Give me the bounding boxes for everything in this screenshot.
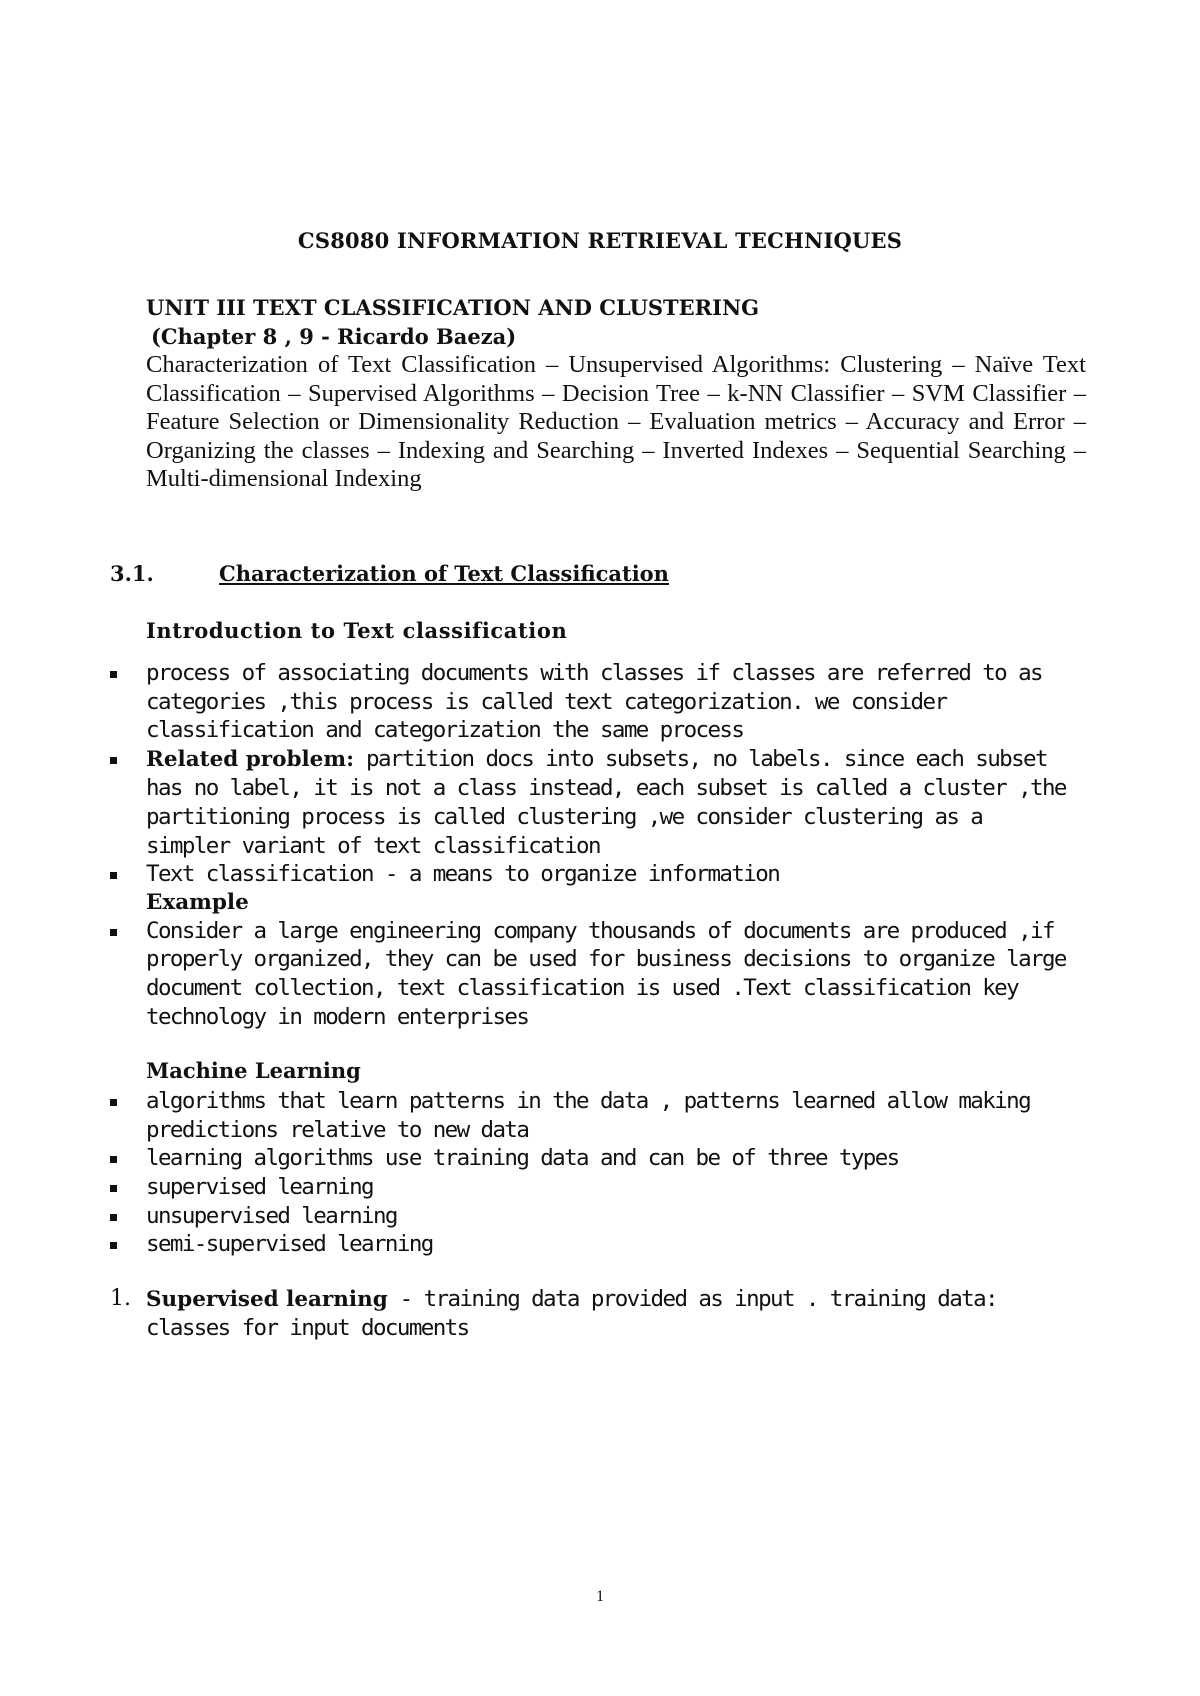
- item-number: 1.: [110, 1285, 131, 1311]
- list-item: [110, 1144, 1070, 1173]
- content-body: [110, 618, 1070, 1343]
- list-item: [110, 917, 1070, 1031]
- numbered-item: [110, 1285, 1070, 1343]
- bullet-square-icon: [110, 1214, 117, 1221]
- bullet-text: algorithms that learn patterns in the data , patterns learned allow making predictions relative to new data: [146, 1088, 1031, 1143]
- ml-bullet-list: [110, 1087, 1070, 1259]
- bullet-text: unsupervised learning: [146, 1202, 397, 1229]
- item-text: - training data provided as input . training data: classes for input documents: [146, 1285, 997, 1342]
- list-item: [110, 1087, 1070, 1144]
- bullet-square-icon: [110, 1185, 117, 1192]
- item-bold-lead: Supervised learning: [146, 1286, 388, 1312]
- list-item: [110, 745, 1070, 860]
- bullet-text: learning algorithms use training data and can be of three types: [146, 1145, 899, 1172]
- unit-reference: (Chapter 8 , 9 - Ricardo Baeza): [151, 324, 517, 349]
- intro-bullet-list: [110, 659, 1070, 889]
- bullet-bold-lead: Related problem:: [146, 746, 355, 772]
- page-number: 1: [596, 1588, 604, 1605]
- bullet-square-icon: [110, 671, 117, 678]
- unit-block: [146, 293, 1086, 494]
- bullet-square-icon: [110, 757, 117, 764]
- bullet-square-icon: [110, 872, 117, 879]
- example-label: Example: [146, 889, 249, 915]
- list-item: [110, 1230, 1070, 1259]
- document-title: CS8080 INFORMATION RETRIEVAL TECHNIQUES: [297, 228, 903, 253]
- bullet-text: process of associating documents with classes if classes are referred to as categories ,this process is called text categorization. we consider classification and categorization the same process: [146, 660, 1042, 744]
- bullet-text: Text classification - a means to organize information: [146, 861, 780, 888]
- bullet-text: partition docs into subsets, no labels. since each subset has no label, it is not a class instead, each subset is called a cluster ,the partitioning process is called clustering ,we consider clustering as a simpler variant of text classification: [146, 745, 1066, 859]
- bullet-text: semi-supervised learning: [146, 1231, 433, 1258]
- example-bullet-list: [110, 917, 1070, 1031]
- section-heading: [110, 561, 669, 586]
- intro-heading: Introduction to Text classification: [146, 618, 568, 643]
- list-item: [110, 659, 1070, 745]
- list-item: [110, 1173, 1070, 1202]
- bullet-square-icon: [110, 1242, 117, 1249]
- bullet-square-icon: [110, 1156, 117, 1163]
- numbered-list: [110, 1285, 1070, 1343]
- list-item: [110, 1202, 1070, 1231]
- bullet-square-icon: [110, 929, 117, 936]
- bullet-text: supervised learning: [146, 1173, 373, 1200]
- bullet-text: Consider a large engineering company thousands of documents are produced ,if properly organized, they can be used for business decisions to organize large document collection, text classification is used .Text classification key technology in modern enterprises: [146, 917, 1066, 1030]
- section-title: Characterization of Text Classification: [219, 561, 669, 586]
- unit-topics: Characterization of Text Classification – Unsupervised Algorithms: Clustering – Naïve Text Classification – Supervised Algorithms – Decision Tree – k-NN Classifier – SVM Classifier – Feature Selection or Dimensionality Reduction – Evaluation metrics – Accuracy and Error – Organizing the classes – Indexing and Searching – Inverted Indexes – Sequential Searching – Multi-dimensional Indexing: [146, 351, 1086, 493]
- unit-title: UNIT III TEXT CLASSIFICATION AND CLUSTERING: [146, 295, 760, 320]
- ml-heading: Machine Learning: [146, 1058, 361, 1084]
- bullet-square-icon: [110, 1099, 117, 1106]
- section-number: 3.1.: [110, 561, 154, 586]
- list-item: [110, 860, 1070, 889]
